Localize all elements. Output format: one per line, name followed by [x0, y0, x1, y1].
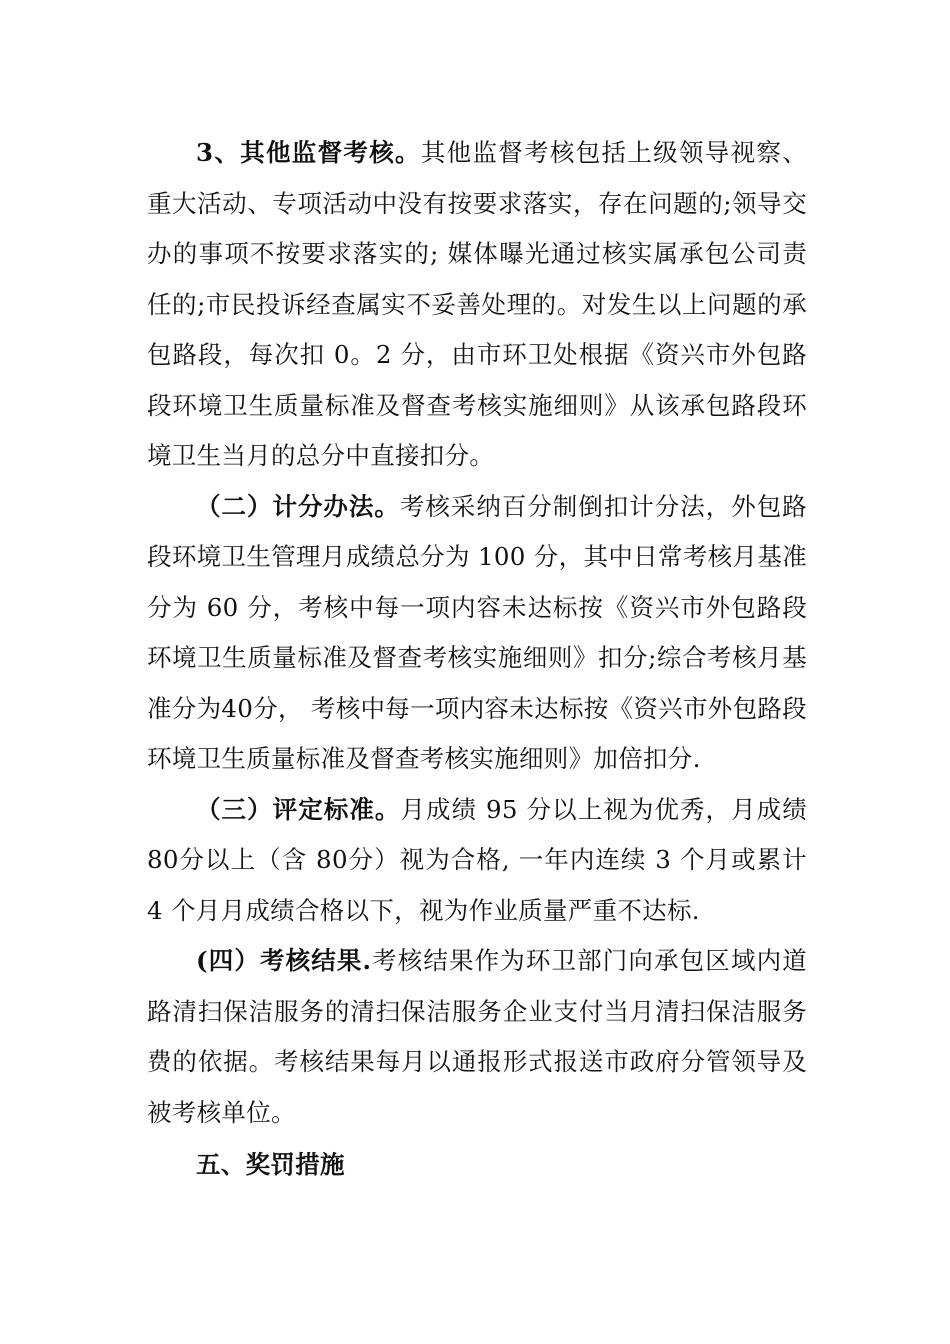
document-body — [147, 128, 807, 1191]
section-heading: 五、奖罚措施 — [196, 1150, 345, 1179]
paragraph-text: 考核结果作为环卫部门向承包区域内道路清扫保洁服务的清扫保洁服务企业支付当月清扫保洁服务费的依据。考核结果每月以通报形式报送市政府分管领导及被考核单位。 — [147, 946, 807, 1127]
paragraph-lead: （三）评定标准。 — [196, 794, 401, 824]
paragraph-text: 月成绩 95 分以上视为优秀，月成绩 80分以上（含 80分）视为合格, 一年内连续 3 个月或累计 4 个月月成绩合格以下，视为作业质量严重不达标. — [147, 794, 807, 925]
paragraph-lead: 3、其他监督考核。 — [196, 138, 421, 167]
paragraph-lead: （二）计分办法。 — [196, 491, 400, 521]
paragraph-scoring-method — [147, 482, 807, 785]
paragraph-assessment-result — [147, 936, 807, 1138]
paragraph-text: 其他监督考核包括上级领导视察、重大活动、专项活动中没有按要求落实，存在问题的;领导交办的事项不按要求落实的; 媒体曝光通过核实属承包公司责任的;市民投诉经查属实不妥善处理的。对发生以上问题的承包路段，每次扣 0。2 分，由市环卫处根据《资兴市外包路段环境卫生质量标准及督查考核实施细则》从该承包路段环境卫生当月的总分中直接扣分。 — [147, 138, 808, 470]
paragraph-rating-standard — [147, 785, 807, 937]
paragraph-lead: (四）考核结果. — [196, 946, 372, 975]
paragraph-other-supervision — [147, 128, 807, 482]
paragraph-text: 考核采纳百分制倒扣计分法，外包路段环境卫生管理月成绩总分为 100 分，其中日常考核月基准分为 60 分，考核中每一项内容未达标按《资兴市外包路段环境卫生质量标准及督查考核实施细则》扣分;综合考核月基准分为40分， 考核中每一项内容未达标按《资兴市外包路段环境卫生质量标准及督查考核实施细则》加倍扣分. — [147, 491, 807, 773]
